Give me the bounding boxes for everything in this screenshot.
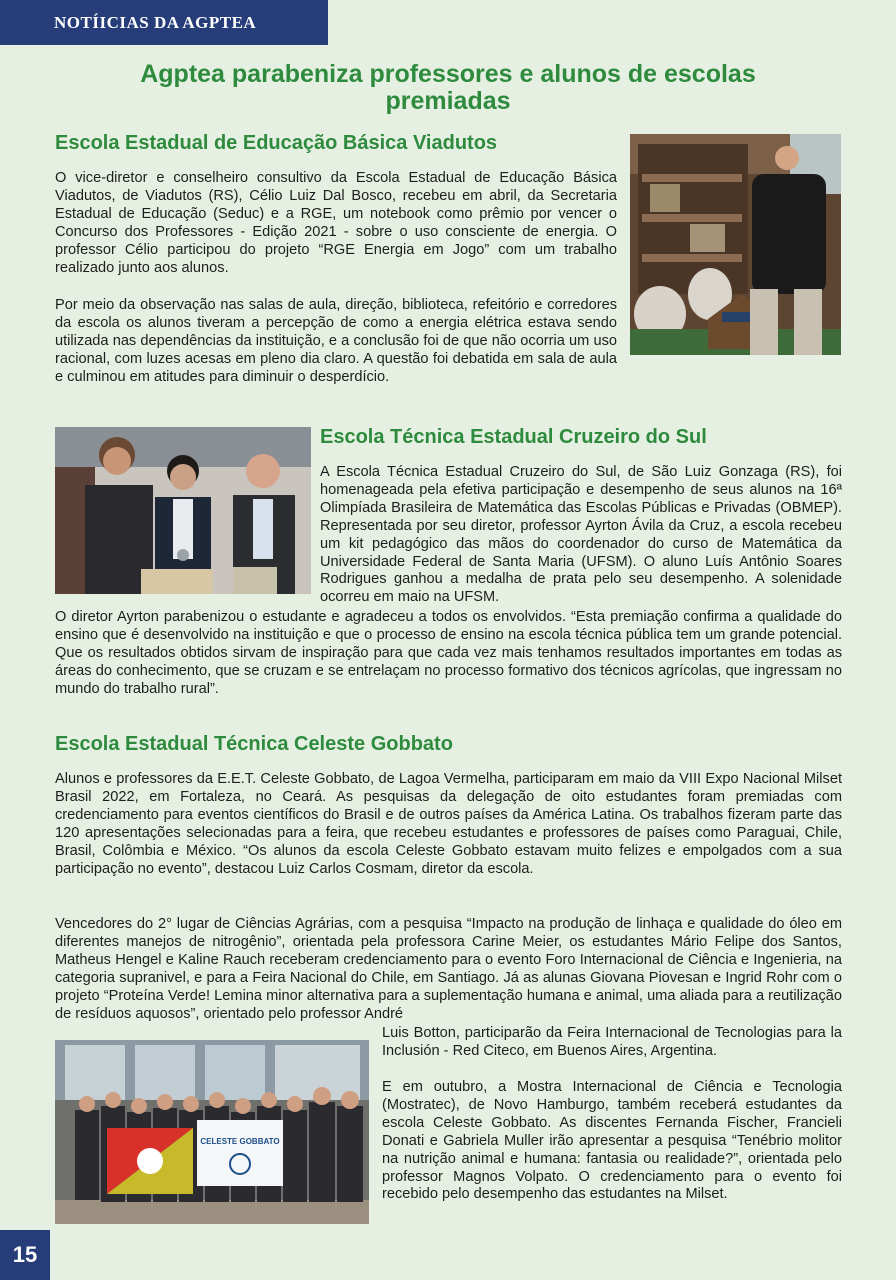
page-number: 15 (0, 1230, 50, 1280)
photo-award-ceremony-image (55, 427, 311, 594)
section1-heading: Escola Estadual de Educação Básica Viadutos (55, 132, 498, 154)
section3-paragraph-2: Vencedores do 2° lugar de Ciências Agrárias, com a pesquisa “Impacto na produção de linhaça e qualidade do óleo em diferentes manejos de nitrogênio”, orientada pela professora Carine Meier, os estudantes Mário Felipe dos Santos, Matheus Hengel e Kaline Rauch receberam credenciamento para o evento Foro Internacional de Ciência e Ingenieria, na categoria supranivel, e para a Feira Nacional do Chile, em Santiago. Já as alunas Giovana Piovesan e Ingrid Rohr com o projeto “Proteína Verde! Lemina minor alternativa para a suplementação humana e animal, uma aliada para a reutilização de resíduos aquosos”, orientado pelo professor André (55, 916, 842, 1022)
photo-teacher-celio (630, 134, 841, 355)
photo-award-ceremony (55, 427, 311, 594)
section3-paragraph-1: Alunos e professores da E.E.T. Celeste Gobbato, de Lagoa Vermelha, participaram em maio da VIII Expo Nacional Milset Brasil 2022, em Fortaleza, no Ceará. As pesquisas da delegação de oito estudantes foram premiadas com credenciamento para eventos científicos do Brasil e de outros países da América Latina. Os trabalhos fizeram parte das 120 apresentações selecionadas para a feira, que recebeu estudantes e professores de países como Paraguai, Chile, Brasil, Colômbia e México. “Os alunos da escola Celeste Gobbato estavam muito felizes e empolgados com a sua participação no evento”, destacou Luiz Carlos Cosmam, diretor da escola. (55, 771, 842, 877)
section-header: NOTÍICIAS DA AGPTEA (0, 0, 328, 45)
section3-paragraph-2-continued: Luis Botton, participarão da Feira Internacional de Tecnologias para la Inclusión - Red Citeco, em Buenos Aires, Argentina. (382, 1025, 842, 1059)
section2-paragraph-2: O diretor Ayrton parabenizou o estudante e agradeceu a todos os envolvidos. “Esta premiação confirma a qualidade do ensino que é desenvolvido na instituição e que o processo de ensino na escola técnica pública tem um grande potencial. Que os resultados obtidos sirvam de inspiração para que cada vez mais tenhamos resultados importantes em todas as áreas do conhecimento, que se cruzam e se entrelaçam no processo formativo dos técnicos agrícolas, que ingressam no mundo do trabalho rural”. (55, 609, 842, 697)
section1-paragraph-1: O vice-diretor e conselheiro consultivo da Escola Estadual de Educação Básica Viadutos, de Viadutos (RS), Célio Luiz Dal Bosco, recebeu em abril, da Secretaria Estadual de Educação (Seduc) e a RGE, um notebook como prêmio por vencer o Concurso dos Professores - Edição 2021 - sobre o uso consciente de energia. O professor Célio participou do projeto “RGE Energia em Jogo” com um trabalho realizado junto aos alunos. (55, 170, 617, 276)
banner-text: CELESTE GOBBATO (200, 1137, 280, 1146)
photo-students-group-image (55, 1040, 369, 1224)
page-title: Agptea parabeniza professores e alunos de escolas premiadas (140, 60, 756, 115)
section1-paragraph-2: Por meio da observação nas salas de aula, direção, biblioteca, refeitório e corredores da escola os alunos tiveram a percepção de como a energia elétrica estava sendo utilizada nas dependências da instituição, e a conclusão foi de que não ocorria um uso racional, com luzes acesas em pleno dia claro. A questão foi debatida em sala de aula e culminou em atitudes para diminuir o desperdício. (55, 297, 617, 385)
section2-paragraph-1: A Escola Técnica Estadual Cruzeiro do Sul, de São Luiz Gonzaga (RS), foi homenageada pela efetiva participação e desempenho de seus alunos na 16ª Olimpíada Brasileira de Matemática das Escolas Públicas e Privadas (OBMEP). Representada por seu diretor, professor Ayrton Ávila da Cruz, a escola recebeu um kit pedagógico das mãos do coordenador do curso de Matemática da Universidade Federal de Santa Maria (UFSM). O aluno Luís Antônio Soares Rodrigues ganhou a medalha de prata pelo seu desempenho. A solenidade ocorreu em maio na UFSM. (320, 464, 842, 606)
section3-heading: Escola Estadual Técnica Celeste Gobbato (55, 733, 453, 755)
section3-paragraph-3: E em outubro, a Mostra Internacional de Ciência e Tecnologia (Mostratec), de Novo Hamburgo, também receberá estudantes da escola Celeste Gobbato. As discentes Fernanda Fischer, Francieli Donati e Gabriela Muller irão apresentar a pesquisa “Tenébrio molitor na nutrição animal e humana: fantasia ou realidade?”, orientada pelo professor Magnos Volpato. O credenciamento para o evento foi recebido pelo desempenho das estudantes na Milset. (382, 1079, 842, 1203)
photo-teacher-celio-image (630, 134, 841, 355)
section2-heading: Escola Técnica Estadual Cruzeiro do Sul (320, 426, 707, 448)
photo-students-group (55, 1040, 369, 1224)
